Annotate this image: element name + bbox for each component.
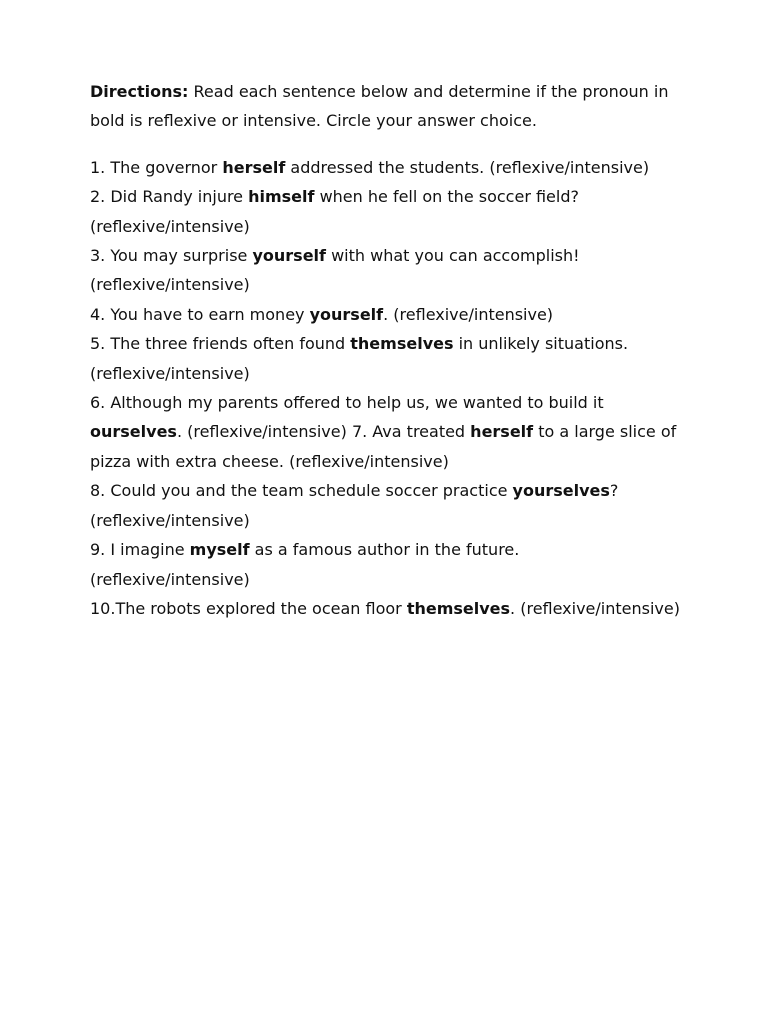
question-1 [90,153,680,182]
question-text: when he fell on the soccer field? (reflexive/intensive) [90,187,579,236]
question-3 [90,241,680,300]
question-8 [90,476,680,535]
question-text: 2. Did Randy injure [90,187,249,207]
question-text: 4. You have to earn money [90,304,310,324]
question-text: 6. Although my parents offered to help us, we wanted to build it [90,393,604,413]
question-2 [90,182,680,241]
question-6-7 [90,388,680,476]
question-text: . (reflexive/intensive) [383,304,554,324]
bold-pronoun: yourself [252,246,326,266]
bold-pronoun: yourself [309,304,384,324]
directions-text: Read each sentence below and determine if the pronoun in bold is reflexive or intensive. Circle your answer choice. [90,82,669,131]
directions-paragraph [90,77,680,136]
question-text: addressed the students. (reflexive/intensive) [285,157,650,177]
question-text: 10.The robots explored the ocean floor [90,598,407,618]
question-text: to a large slice of pizza with extra cheese. (reflexive/intensive) [90,422,677,471]
question-5 [90,329,680,388]
question-text: 1. The governor [90,157,223,177]
bold-pronoun: themselves [406,598,511,618]
bold-pronoun: herself [470,422,534,442]
bold-pronoun: ourselves [90,422,177,442]
question-text: ? (reflexive/intensive) [90,481,619,530]
question-9 [90,535,680,594]
question-text: with what you can accomplish! (reflexive/intensive) [90,246,580,295]
question-text: in unlikely situations. (reflexive/intensive) [90,334,629,383]
question-text: 9. I imagine [90,540,190,560]
question-text: . (reflexive/intensive) 7. Ava treated [176,422,471,442]
question-text: 8. Could you and the team schedule soccer practice [90,481,513,501]
bold-pronoun: myself [189,540,250,560]
question-text: 3. You may surprise [90,246,253,266]
bold-pronoun: yourselves [512,481,610,501]
bold-pronoun: herself [222,157,286,177]
question-text: 5. The three friends often found [90,334,351,354]
question-10 [90,594,680,623]
directions-label: Directions: [90,82,189,101]
bold-pronoun: themselves [350,334,454,354]
question-4 [90,300,680,329]
question-text: as a famous author in the future. (reflexive/intensive) [90,540,520,589]
bold-pronoun: himself [248,187,315,207]
question-text: . (reflexive/intensive) [510,598,680,618]
worksheet-page [90,77,680,623]
